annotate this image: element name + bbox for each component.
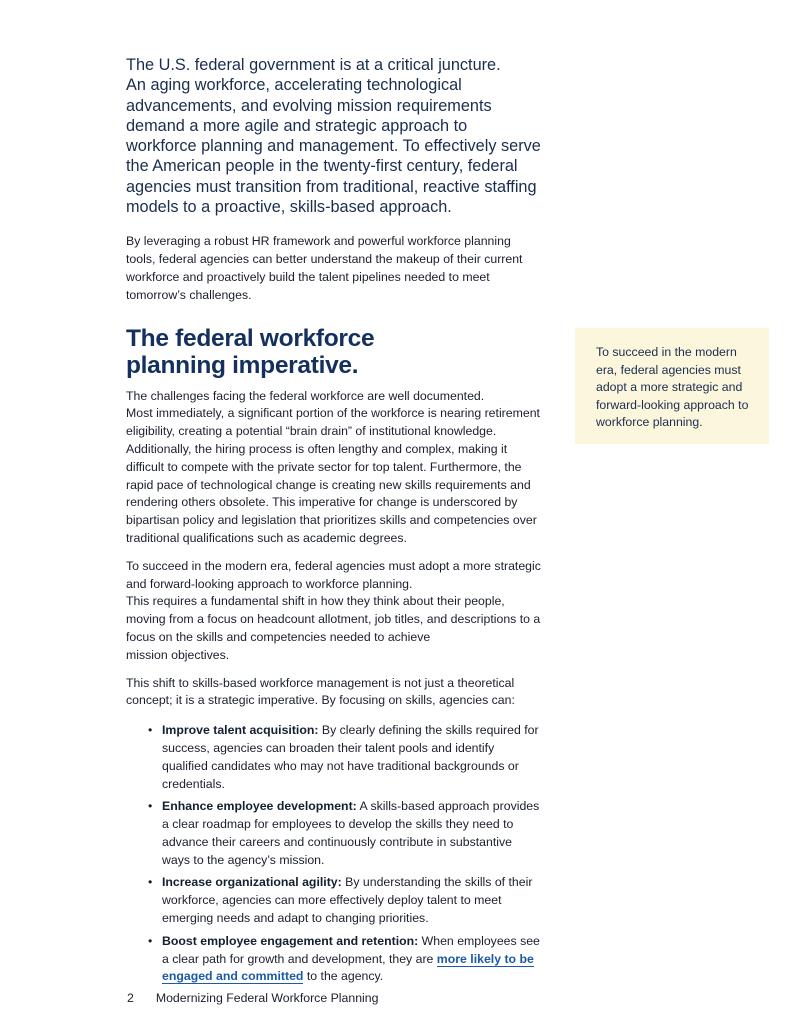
list-item [148,798,542,869]
list-item-text: By clearly defining the skills required for success, agencies can broaden their talent pools and identify qualified candidates who may not have traditional backgrounds or credentials. [162,723,539,791]
lead-paragraph: The U.S. federal government is at a critical juncture. An aging workforce, accelerating technological advancements, and evolving mission requirements demand a more agile and strategic approach to workforce planning and management. To effectively serve the American people in the twenty-first century, federal agencies must transition from traditional, reactive staffing models to a proactive, skills-based approach. [126,56,541,217]
pull-quote-callout: To succeed in the modern era, federal agencies must adopt a more strategic and forward-looking approach to workforce planning. [575,328,769,444]
list-item-title: Enhance employee development: [162,799,357,814]
list-item-text: When employees see a clear path for growth and development, they are [162,933,540,966]
intro-paragraph: By leveraging a robust HR framework and powerful workforce planning tools, federal agencies can better understand the makeup of their current workforce and proactively build the talent pipelines needed to meet tomorrow’s challenges. [126,234,523,302]
page-number: 2 [127,991,134,1005]
bullet-icon: • [148,723,153,738]
section-paragraph-3: This shift to skills-based workforce management is not just a theoretical concept; it is a strategic imperative. By focusing on skills, agencies can: [126,675,515,708]
section-paragraph-1: The challenges facing the federal workforce are well documented. Most immediately, a significant portion of the workforce is nearing retirement eligibility, creating a potential “brain drain” of institutional knowledge. Additionally, the hiring process is often lengthy and complex, making it difficult to compete with the private sector for top talent. Furthermore, the rapid pace of technological change is creating new skills requirements and rendering others obsolete. This imperative for change is underscored by bipartisan policy and legislation that prioritizes skills and competencies over traditional qualifications such as academic degrees. [126,388,540,545]
bullet-icon: • [148,875,153,890]
list-item [148,933,542,986]
bullet-icon: • [148,933,153,948]
engagement-link[interactable]: more likely to be engaged and committed [162,951,534,984]
list-item-title: Boost employee engagement and retention: [162,933,419,948]
list-item-text: By understanding the skills of their workforce, agencies can more effectively deploy talent to meet emerging needs and adapt to changing priorities. [162,875,533,926]
list-item-text: A skills-based approach provides a clear roadmap for employees to develop the skills they need to advance their careers and continuously contribute in substantive ways to the agency’s mission. [162,799,540,867]
main-column [126,55,542,991]
list-item-title: Improve talent acquisition: [162,723,319,738]
list-item-title: Increase organizational agility: [162,875,342,890]
benefits-list [126,722,542,986]
list-item [148,722,542,793]
section-heading: The federal workforce planning imperative. [126,324,375,379]
document-title: Modernizing Federal Workforce Planning [155,991,379,1005]
section-paragraph-2: To succeed in the modern era, federal agencies must adopt a more strategic and forward-looking approach to workforce planning. This requires a fundamental shift in how they think about their people, moving from a focus on headcount allotment, job titles, and descriptions to a focus on the skills and competencies needed to achieve mission objectives. [126,558,541,662]
bullet-icon: • [148,799,153,814]
list-item [148,874,542,927]
list-item-tail: to the agency. [303,969,384,984]
page-footer [127,991,378,1005]
